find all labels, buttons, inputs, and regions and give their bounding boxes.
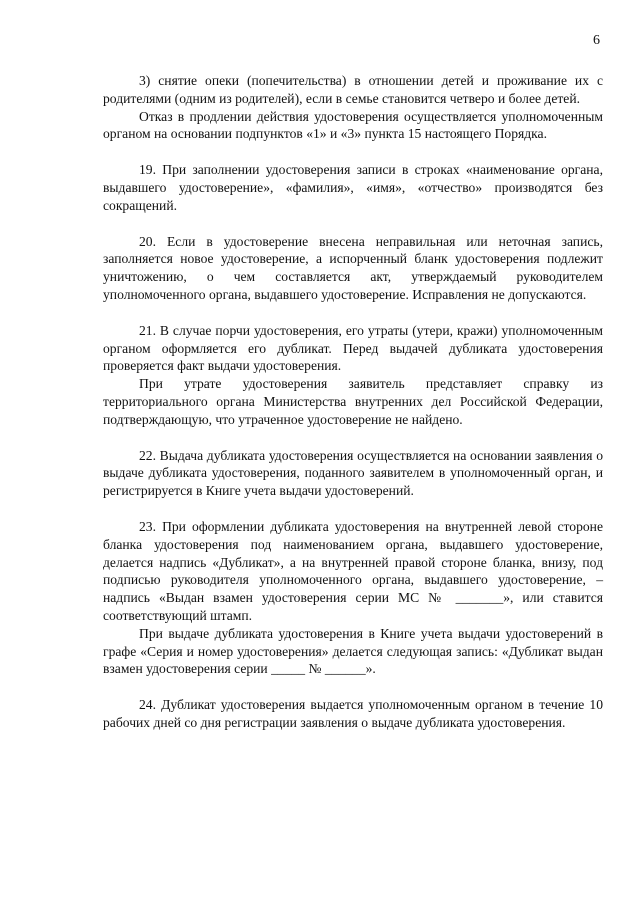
document-body (103, 72, 603, 732)
page-number: 6 (593, 33, 600, 48)
paragraph-item-3: 3) снятие опеки (попечительства) в отношении детей и проживание их с родителями (одним из родителей), если в семье становится четверо и более детей. (103, 73, 603, 106)
paragraph-20: 20. Если в удостоверение внесена неправильная или неточная запись, заполняется новое удостоверение, а испорченный бланк удостоверения подлежит уничтожению, о чем составляется акт, утверждаемый руководителем уполномоченного органа, выдавшего удостоверение. Исправления не допускаются. (103, 233, 603, 302)
paragraph-22: 22. Выдача дубликата удостоверения осуществляется на основании заявления о выдаче дубликата удостоверения, поданного заявителем в уполномоченный орган, и регистрируется в Книге учета выдачи удостоверений. (103, 447, 603, 499)
paragraph-19: 19. При заполнении удостоверения записи в строках «наименование органа, выдавшего удостоверение», «фамилия», «имя», «отчество» производятся без сокращений. (103, 162, 603, 213)
paragraph-refusal: Отказ в продлении действия удостоверения осуществляется уполномоченным органом на основании подпунктов «1» и «3» пункта 15 настоящего Порядка. (103, 108, 603, 142)
paragraph-23: 23. При оформлении дубликата удостоверения на внутренней левой стороне бланка удостоверения под наименованием органа, выдавшего удостоверение, делается надпись «Дубликат», а на внутренней правой стороне бланка, внизу, под подписью руководителя уполномоченного органа, выдавшего удостоверение, – надпись «Выдан взамен удостоверения серии МС № _______», или ставится соответствующий штамп. (103, 518, 603, 623)
paragraph-24: 24. Дубликат удостоверения выдается уполномоченным органом в течение 10 рабочих дней со дня регистрации заявления о выдаче дубликата удостоверения. (103, 697, 603, 730)
paragraph-23-book-entry: При выдаче дубликата удостоверения в Книге учета выдачи удостоверений в графе «Серия и номер удостоверения» делается следующая запись: «Дубликат выдан взамен удостоверения серии _____ № ______». (103, 625, 603, 677)
paragraph-21: 21. В случае порчи удостоверения, его утраты (утери, кражи) уполномоченным органом оформляется его дубликат. Перед выдачей дубликата удостоверения проверяется факт выдачи удостоверения. (103, 322, 603, 374)
paragraph-21-loss: При утрате удостоверения заявитель представляет справку из территориального органа Министерства внутренних дел Российской Федерации, подтверждающую, что утраченное удостоверение не найдено. (103, 376, 603, 427)
